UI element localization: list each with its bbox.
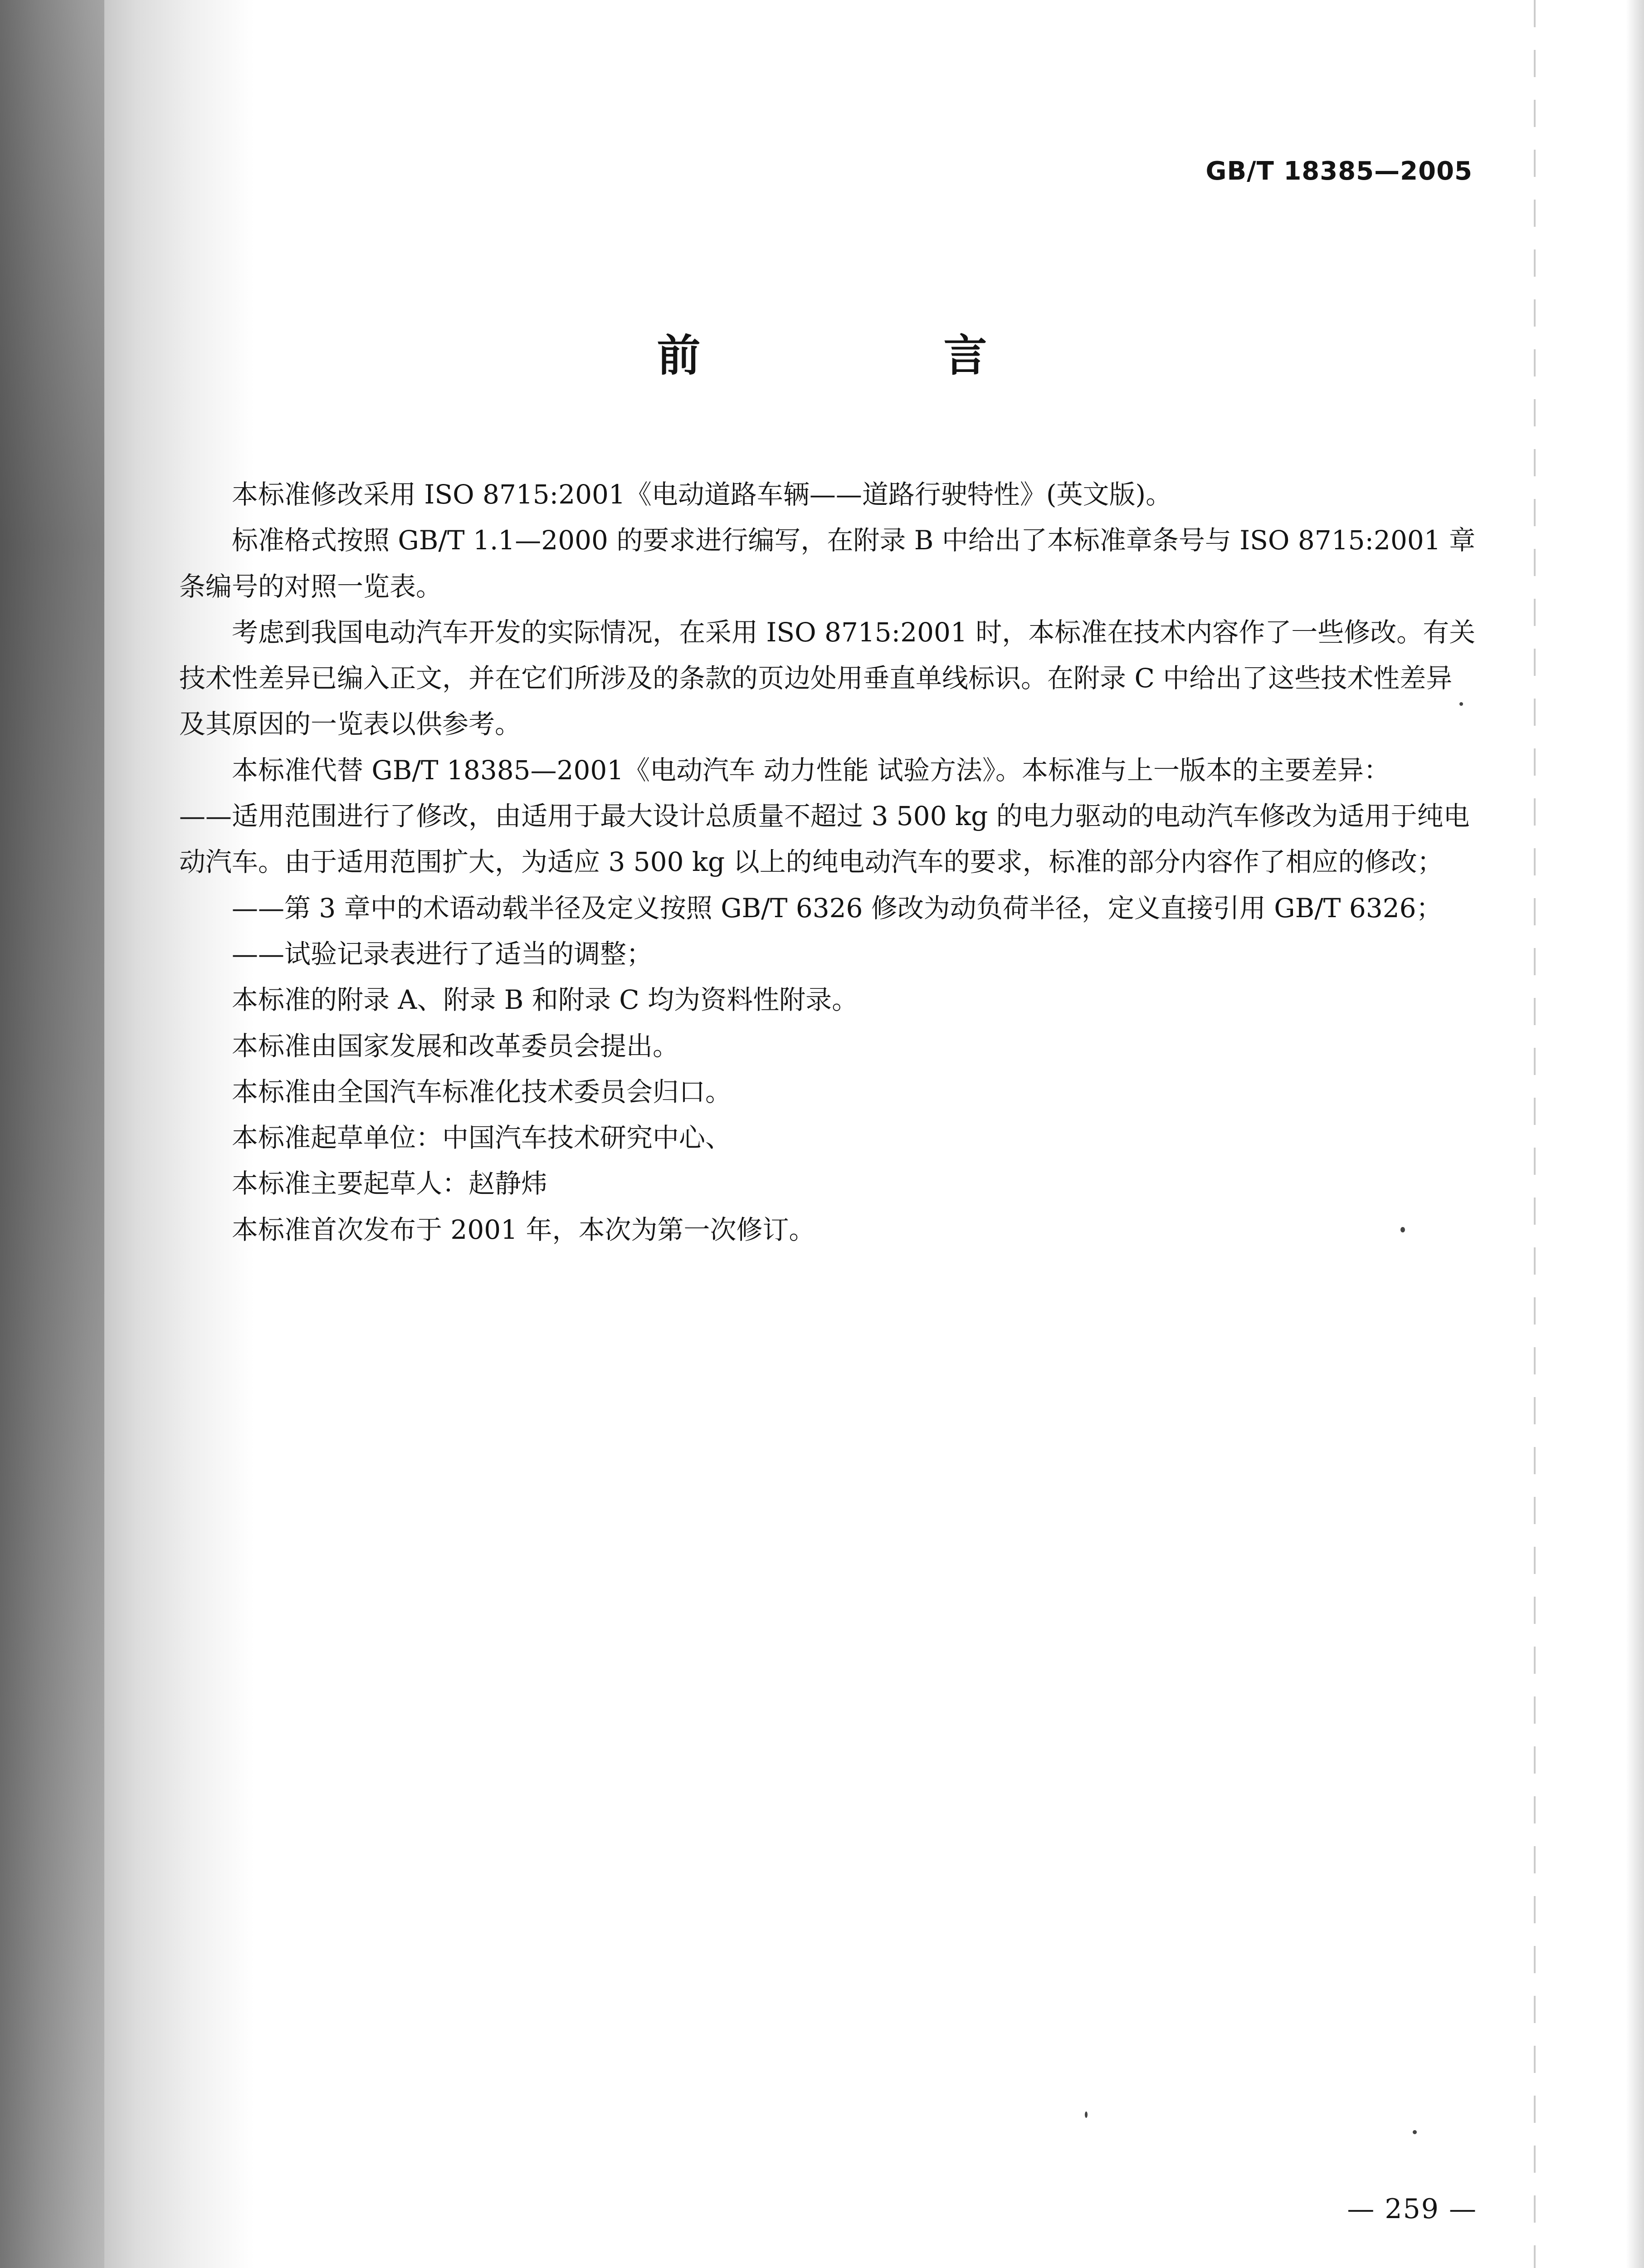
paragraph: 本标准代替 GB/T 18385—2001《电动汽车 动力性能 试验方法》。本标准与上一版本的主要差异： [232,754,1390,786]
paragraph: 本标准由全国汽车标准化技术委员会归口。 [232,1076,732,1107]
paragraph: 本标准由国家发展和改革委员会提出。 [232,1030,679,1061]
paragraph: 本标准修改采用 ISO 8715:2001《电动道路车辆——道路行驶特性》(英文版)。 [232,479,1172,510]
paragraph: 标准格式按照 GB/T 1.1—2000 的要求进行编写，在附录 B 中给出了本标准章条号与 ISO 8715:2001 章条编号的对照一览表。 [179,525,1476,602]
paragraph: 本标准主要起草人：赵静炜 [232,1168,548,1199]
list-item: ——试验记录表进行了适当的调整； [232,938,653,969]
list-item: ——适用范围进行了修改，由适用于最大设计总质量不超过 3 500 kg 的电力驱动的电动汽车修改为适用于纯电动汽车。由于适用范围扩大，为适应 3 500 kg 以上的纯电动汽车的要求，标准的部分内容作了相应的修改； [179,801,1470,878]
page-number: — 259 — [1347,2193,1477,2225]
standard-number: GB/T 18385—2005 [1205,156,1473,186]
paragraph: 考虑到我国电动汽车开发的实际情况，在采用 ISO 8715:2001 时，本标准在技术内容作了一些修改。有关技术性差异已编入正文，并在它们所涉及的条款的页边处用垂直单线标识。在附录 C 中给出了这些技术性差异及其原因的一览表以供参考。 [179,616,1476,740]
scan-speck [1413,2130,1417,2134]
scan-speck [1459,702,1463,706]
page-title: 前 言 [657,330,1087,381]
paragraph: 本标准首次发布于 2001 年，本次为第一次修订。 [232,1214,815,1245]
list-item: ——第 3 章中的术语动载半径及定义按照 GB/T 6326 修改为动负荷半径，定义直接引用 GB/T 6326； [232,892,1443,924]
preface-body [179,472,1476,1253]
scan-speck [1400,1227,1405,1232]
paragraph: 本标准起草单位：中国汽车技术研究中心、 [232,1122,732,1154]
scan-speck [1085,2112,1088,2118]
paragraph: 本标准的附录 A、附录 B 和附录 C 均为资料性附录。 [232,984,859,1016]
